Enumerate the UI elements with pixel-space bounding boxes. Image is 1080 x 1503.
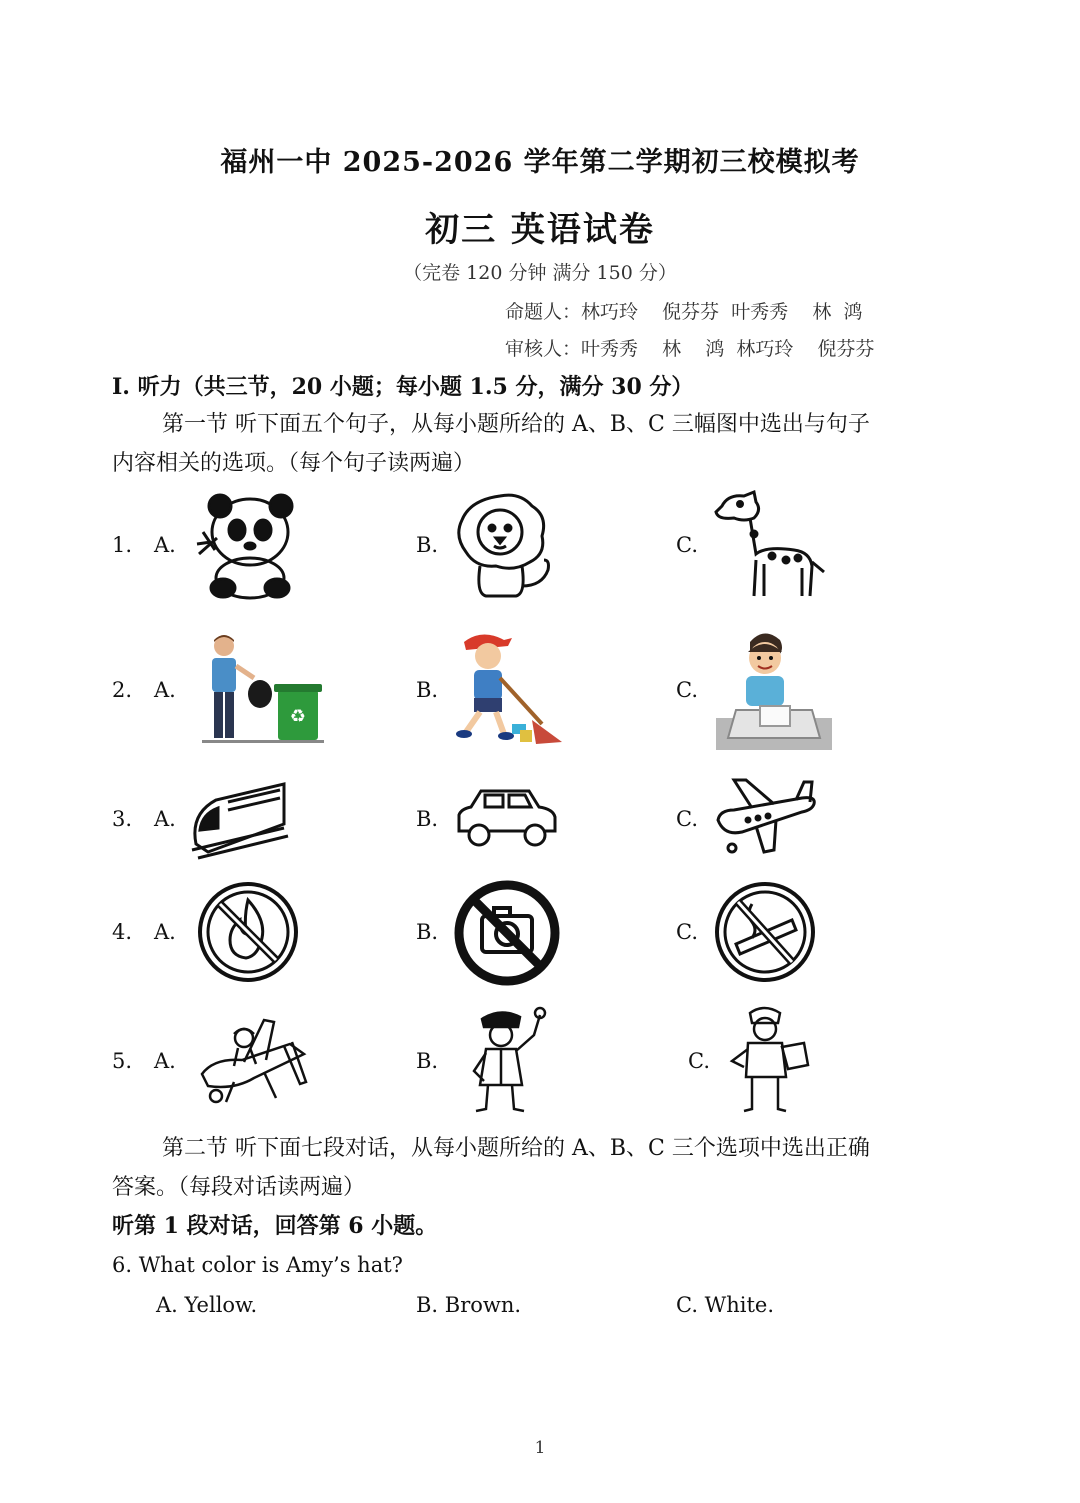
train-icon xyxy=(188,780,290,860)
page-number: 1 xyxy=(534,1438,546,1458)
q6-option-a: A. Yellow. xyxy=(156,1293,258,1317)
sweeping-boy-icon xyxy=(452,628,570,746)
policeman-icon xyxy=(462,1005,552,1115)
school-title: 福州一中 2025-2026 学年第二学期初三校模拟考 xyxy=(220,147,860,178)
option-label: A. xyxy=(154,920,176,944)
section1-instruction-line1: 第一节 听下面五个句子，从每小题所给的 A、B、C 三幅图中选出与句子 xyxy=(162,412,870,437)
question-number: 5. xyxy=(112,1049,133,1073)
reporter-icon xyxy=(724,1003,814,1115)
option-label: A. xyxy=(154,533,176,557)
part1-heading: I. 听力（共三节，20 小题；每小题 1.5 分，满分 30 分） xyxy=(112,374,694,400)
giraffe-icon xyxy=(710,488,830,602)
section2-instruction-line2: 答案。（每段对话读两遍） xyxy=(112,1175,366,1200)
option-label: B. xyxy=(416,920,439,944)
svg-text:♻: ♻ xyxy=(289,706,307,727)
lion-icon xyxy=(450,490,555,602)
option-label: C. xyxy=(688,1049,710,1073)
option-label: C. xyxy=(676,533,698,557)
option-label: B. xyxy=(416,807,439,831)
option-label: C. xyxy=(676,807,698,831)
option-label: A. xyxy=(154,678,176,702)
question-number: 4. xyxy=(112,920,133,944)
section2-instruction-line1: 第二节 听下面七段对话，从每小题所给的 A、B、C 三个选项中选出正确 xyxy=(162,1136,870,1161)
question-6: 6. What color is Amy’s hat? xyxy=(112,1253,403,1277)
question-number: 3. xyxy=(112,807,133,831)
dialog-instruction: 听第 1 段对话，回答第 6 小题。 xyxy=(112,1213,438,1239)
option-label: B. xyxy=(416,678,439,702)
exam-info: （完卷 120 分钟 满分 150 分） xyxy=(403,262,677,284)
no-camera-icon xyxy=(454,880,560,986)
q6-option-c: C. White. xyxy=(676,1293,775,1317)
car-icon xyxy=(455,785,559,853)
section1-instruction-line2: 内容相关的选项。（每个句子读两遍） xyxy=(112,451,476,476)
option-label: B. xyxy=(416,1049,439,1073)
option-label: A. xyxy=(154,1049,176,1073)
option-label: B. xyxy=(416,533,439,557)
option-label: A. xyxy=(154,807,176,831)
take-out-trash-icon xyxy=(202,632,324,746)
washing-dishes-icon xyxy=(712,626,836,754)
setters-line: 命题人：林巧玲 倪芬芬 叶秀秀 林 鸿 xyxy=(505,301,863,323)
q6-option-b: B. Brown. xyxy=(416,1293,522,1317)
no-smoking-icon xyxy=(712,880,818,984)
paper-title: 初三 英语试卷 xyxy=(425,210,655,250)
no-fire-icon xyxy=(196,880,300,984)
question-number: 2. xyxy=(112,678,133,702)
pilot-icon xyxy=(194,1014,308,1106)
panda-icon xyxy=(195,492,300,600)
option-label: C. xyxy=(676,678,698,702)
airplane-icon xyxy=(712,776,818,860)
question-number: 1. xyxy=(112,533,133,557)
reviewers-line: 审核人：叶秀秀 林 鸿 林巧玲 倪芬芬 xyxy=(505,338,875,360)
option-label: C. xyxy=(676,920,698,944)
